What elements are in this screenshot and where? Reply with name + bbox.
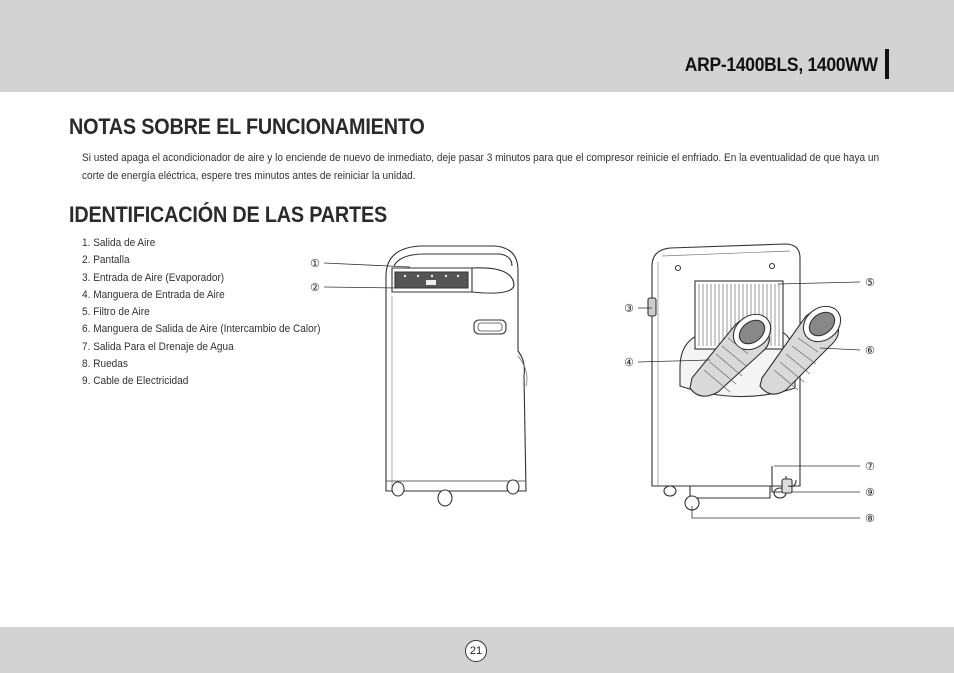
notes-heading: NOTAS SOBRE EL FUNCIONAMIENTO xyxy=(69,114,425,139)
front-view-illustration xyxy=(300,236,540,516)
model-title: ARP-1400BLS, 1400WW xyxy=(685,55,878,76)
callout-4: ④ xyxy=(624,356,634,369)
callout-9: ⑨ xyxy=(865,486,875,499)
parts-list-item: 8. Ruedas xyxy=(82,358,128,371)
callout-3: ③ xyxy=(624,302,634,315)
parts-list-item: 5. Filtro de Aire xyxy=(82,306,150,319)
parts-list-item: 6. Manguera de Salida de Aire (Intercambio de Calor) xyxy=(82,323,321,336)
notes-line-2: corte de energía eléctrica, espere tres minutos antes de reiniciar la unidad. xyxy=(82,170,416,182)
notes-line-1: Si usted apaga el acondicionador de aire y lo enciende de nuevo de inmediato, deje pasar 3 minutos para que el compresor reinicie el enfriado. En la eventualidad de que haya un xyxy=(82,152,880,164)
callout-5: ⑤ xyxy=(865,276,875,289)
back-view-illustration xyxy=(610,236,890,526)
parts-list-item: 1. Salida de Aire xyxy=(82,237,156,249)
parts-list-item: 9. Cable de Electricidad xyxy=(82,375,189,388)
callout-1: ① xyxy=(310,257,320,270)
parts-heading: IDENTIFICACIÓN DE LAS PARTES xyxy=(69,202,388,227)
callout-6: ⑥ xyxy=(865,344,875,357)
callout-7: ⑦ xyxy=(865,460,875,473)
callout-2: ② xyxy=(310,281,320,294)
parts-list-item: 4. Manguera de Entrada de Aire xyxy=(82,288,225,301)
parts-list-item: 7. Salida Para el Drenaje de Agua xyxy=(82,340,234,353)
notes-paragraph xyxy=(82,149,892,185)
header-divider xyxy=(885,49,889,79)
page-number: 21 xyxy=(465,640,487,662)
callout-8: ⑧ xyxy=(865,512,875,525)
parts-list-item: 3. Entrada de Aire (Evaporador) xyxy=(82,271,225,284)
parts-list-item: 2. Pantalla xyxy=(82,254,130,267)
header-band xyxy=(0,0,954,92)
